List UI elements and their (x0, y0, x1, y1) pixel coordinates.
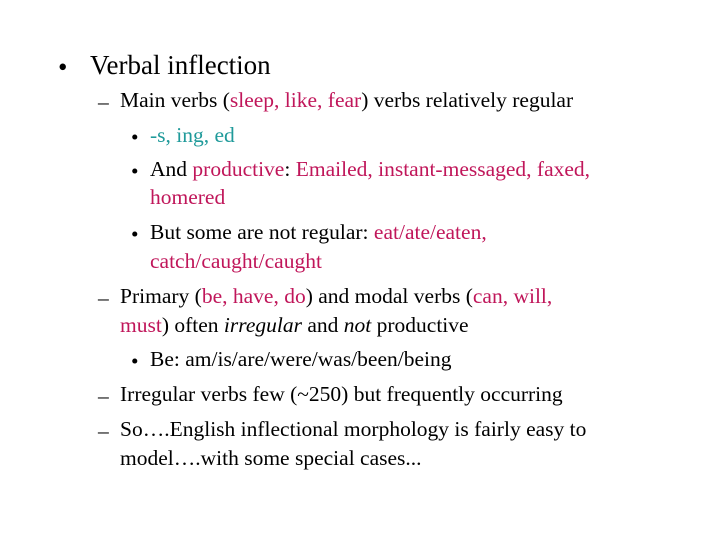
modal-verbs: can, will, (472, 284, 553, 308)
bullet-dot-icon: • (58, 52, 68, 82)
bullet-dash-icon: – (98, 286, 109, 310)
primary-prefix: Primary ( (120, 284, 202, 308)
productive-text: productive (371, 313, 469, 337)
heading-verbal-inflection: Verbal inflection (90, 50, 271, 80)
suffixes-list: -s, ing, ed (150, 123, 235, 147)
primary-verbs: be, have, do (201, 284, 306, 308)
item-primary-modal-continued (120, 315, 469, 337)
be-forms: Be: am/is/are/were/was/been/being (150, 347, 452, 371)
productive-colon: : (284, 157, 296, 181)
bullet-dash-icon: – (98, 419, 109, 443)
bullet-dash-icon: – (98, 384, 109, 408)
often-text: ) often (161, 313, 224, 337)
bullet-dot-icon: • (131, 222, 139, 246)
item-main-verbs-suffix: ) verbs relatively regular (361, 88, 574, 112)
item-primary-modal (120, 286, 552, 308)
bullet-dot-icon: • (131, 159, 139, 183)
primary-mid: ) and modal verbs ( (305, 284, 473, 308)
item-main-verbs-prefix: Main verbs ( (120, 88, 230, 112)
bullet-dash-icon: – (98, 90, 109, 114)
irregular-line (150, 222, 487, 244)
item-main-verbs (120, 90, 573, 112)
productive-prefix: And (150, 157, 193, 181)
productive-examples-continued: homered (150, 185, 226, 209)
irregular-emphasis: irregular (223, 313, 302, 337)
bullet-dot-icon: • (131, 125, 139, 149)
main-verb-examples: sleep, like, fear (229, 88, 362, 112)
modal-verbs-continued: must (120, 313, 162, 337)
irregular-prefix: But some are not regular: (150, 220, 374, 244)
item-summary-continued: model….with some special cases... (120, 446, 422, 470)
irregular-examples: eat/ate/eaten, (373, 220, 487, 244)
productive-examples: Emailed, instant-messaged, faxed, (295, 157, 591, 181)
productive-line (150, 159, 590, 181)
productive-word: productive (192, 157, 285, 181)
not-emphasis: not (343, 313, 372, 337)
item-irregular-verbs: Irregular verbs few (~250) but frequently occurring (120, 382, 563, 406)
and-text: and (301, 313, 344, 337)
irregular-examples-continued: catch/caught/caught (150, 249, 322, 273)
bullet-dot-icon: • (131, 349, 139, 373)
item-summary: So….English inflectional morphology is fairly easy to (120, 417, 587, 441)
